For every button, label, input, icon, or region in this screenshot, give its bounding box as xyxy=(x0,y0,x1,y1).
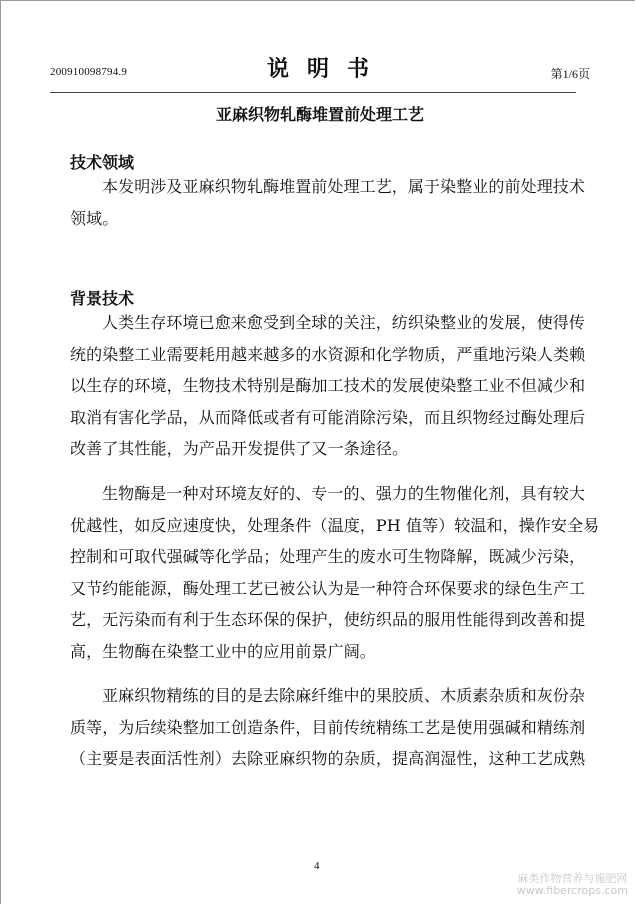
document-title: 亚麻织物轧酶堆置前处理工艺 xyxy=(215,105,424,124)
paragraph xyxy=(70,680,586,775)
paragraph-line: 生物酶是一种对环境友好的、专一的、强力的生物催化剂，具有较大 xyxy=(102,484,586,503)
application-number: 200910098794.9 xyxy=(50,66,128,78)
paragraph-line: 取消有害化学品，从而降低或者有可能消除污染，而且织物经过酶处理后 xyxy=(70,407,586,427)
paragraph-line: 控制和可取代强碱等化学品；处理产生的废水可生物降解，既减少污染， xyxy=(70,547,586,566)
paragraph xyxy=(70,478,600,667)
paragraph-line: 高，生物酶在染整工业中的应用前景广阔。 xyxy=(70,641,376,661)
paragraph xyxy=(70,171,586,234)
section-heading-technical-field: 技术领域 xyxy=(70,153,135,172)
paragraph-line: 以生存的环境，生物技术特别是酶加工技术的发展使染整工业不但减少和 xyxy=(70,376,586,395)
document-type-heading: 说明书 xyxy=(266,57,387,82)
paragraph-line: 又节约能能源，酶处理工艺已被公认为是一种符合环保要求的绿色生产工 xyxy=(70,578,586,598)
paragraph xyxy=(70,307,586,465)
watermark-site-name: 麻类作物营养与施肥网 xyxy=(517,872,628,885)
paragraph-line: 亚麻织物精练的目的是去除麻纤维中的果胶质、木质素杂质和灰份杂 xyxy=(102,686,586,705)
paragraph-line: 优越性，如反应速度快，处理条件（温度，PH 值等）较温和，操作安全易 xyxy=(70,515,600,535)
paragraph-line: （主要是表面活性剂）去除亚麻织物的杂质，提高润湿性，这种工艺成熟 xyxy=(70,749,586,768)
paragraph-line: 艺，无污染而有利于生态环保的保护，使纺织品的服用性能得到改善和提 xyxy=(70,610,586,629)
page-number: 4 xyxy=(314,860,320,872)
paragraph-line: 领域。 xyxy=(70,208,119,228)
page-indicator: 第1/6页 xyxy=(550,67,590,81)
paragraph-line: 本发明涉及亚麻织物轧酶堆置前处理工艺，属于染整业的前处理技术 xyxy=(102,177,586,196)
watermark xyxy=(517,873,628,897)
paragraph-line: 人类生存环境已愈来愈受到全球的关注，纺织染整业的发展，使得传 xyxy=(102,313,586,332)
paragraph-line: 统的染整工业需要耗用越来越多的水资源和化学物质，严重地污染人类赖 xyxy=(70,344,586,364)
paragraph-line: 改善了其性能，为产品开发提供了又一条途径。 xyxy=(70,439,409,458)
header-divider xyxy=(50,92,576,93)
watermark-url: www.fibercrops.com xyxy=(516,884,628,897)
section-heading-background: 背景技术 xyxy=(70,289,135,308)
paragraph-line: 质等，为后续染整加工创造条件，目前传统精练工艺是使用强碱和精练剂 xyxy=(70,717,586,737)
